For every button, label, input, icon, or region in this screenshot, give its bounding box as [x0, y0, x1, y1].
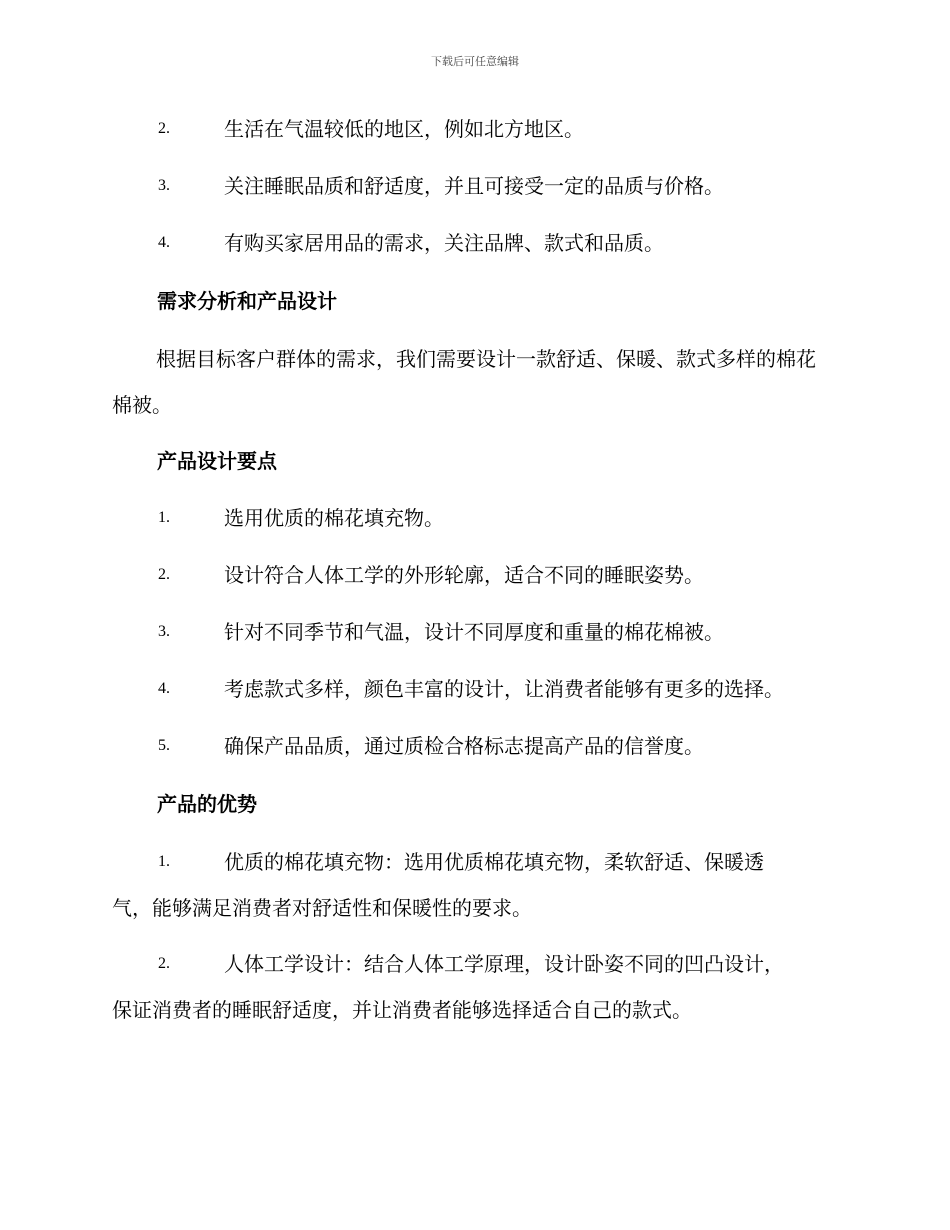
list-text: 针对不同季节和气温，设计不同厚度和重量的棉花棉被。 [224, 620, 724, 644]
list-number: 3. [158, 177, 170, 194]
list-text: 确保产品品质，通过质检合格标志提高产品的信誉度。 [224, 734, 704, 758]
list-number: 5. [158, 737, 170, 754]
list-item [112, 172, 832, 200]
list-item [112, 504, 832, 532]
list-text: 关注睡眠品质和舒适度，并且可接受一定的品质与价格。 [224, 174, 724, 198]
advantage-text-line2: 保证消费者的睡眠舒适度，并让消费者能够选择适合自己的款式。 [112, 998, 692, 1022]
list-item [112, 675, 832, 703]
list-item [112, 229, 832, 257]
list-text: 有购买家居用品的需求，关注品牌、款式和品质。 [224, 231, 664, 255]
list-number: 4. [158, 234, 170, 251]
list-number: 4. [158, 680, 170, 697]
list-text: 考虑款式多样，颜色丰富的设计，让消费者能够有更多的选择。 [224, 677, 784, 701]
list-number: 2. [158, 955, 170, 972]
advantage-text-line2: 气，能够满足消费者对舒适性和保暖性的要求。 [112, 896, 532, 920]
advantage-item [112, 941, 832, 1033]
list-number: 3. [158, 623, 170, 640]
list-number: 2. [158, 566, 170, 583]
list-item [112, 618, 832, 646]
section-heading-advantage: 产品的优势 [157, 792, 257, 816]
list-item [112, 732, 832, 760]
list-number: 2. [158, 120, 170, 137]
section-heading-design: 产品设计要点 [157, 449, 277, 473]
list-item [112, 115, 832, 143]
list-text: 生活在气温较低的地区，例如北方地区。 [224, 117, 584, 141]
page-header: 下载后可任意编辑 [431, 55, 519, 68]
list-number: 1. [158, 509, 170, 526]
advantage-text-line1: 优质的棉花填充物：选用优质棉花填充物，柔软舒适、保暖透 [224, 850, 764, 874]
advantage-item [112, 839, 832, 931]
advantage-text-line1: 人体工学设计：结合人体工学原理，设计卧姿不同的凹凸设计， [224, 952, 784, 976]
list-item [112, 561, 832, 589]
list-text: 设计符合人体工学的外形轮廓，适合不同的睡眠姿势。 [224, 563, 704, 587]
section-heading-demand: 需求分析和产品设计 [157, 289, 337, 313]
demand-paragraph: 根据目标客户群体的需求，我们需要设计一款舒适、保暖、款式多样的棉花棉被。 [112, 347, 816, 417]
list-text: 选用优质的棉花填充物。 [224, 506, 444, 530]
list-number: 1. [158, 853, 170, 870]
